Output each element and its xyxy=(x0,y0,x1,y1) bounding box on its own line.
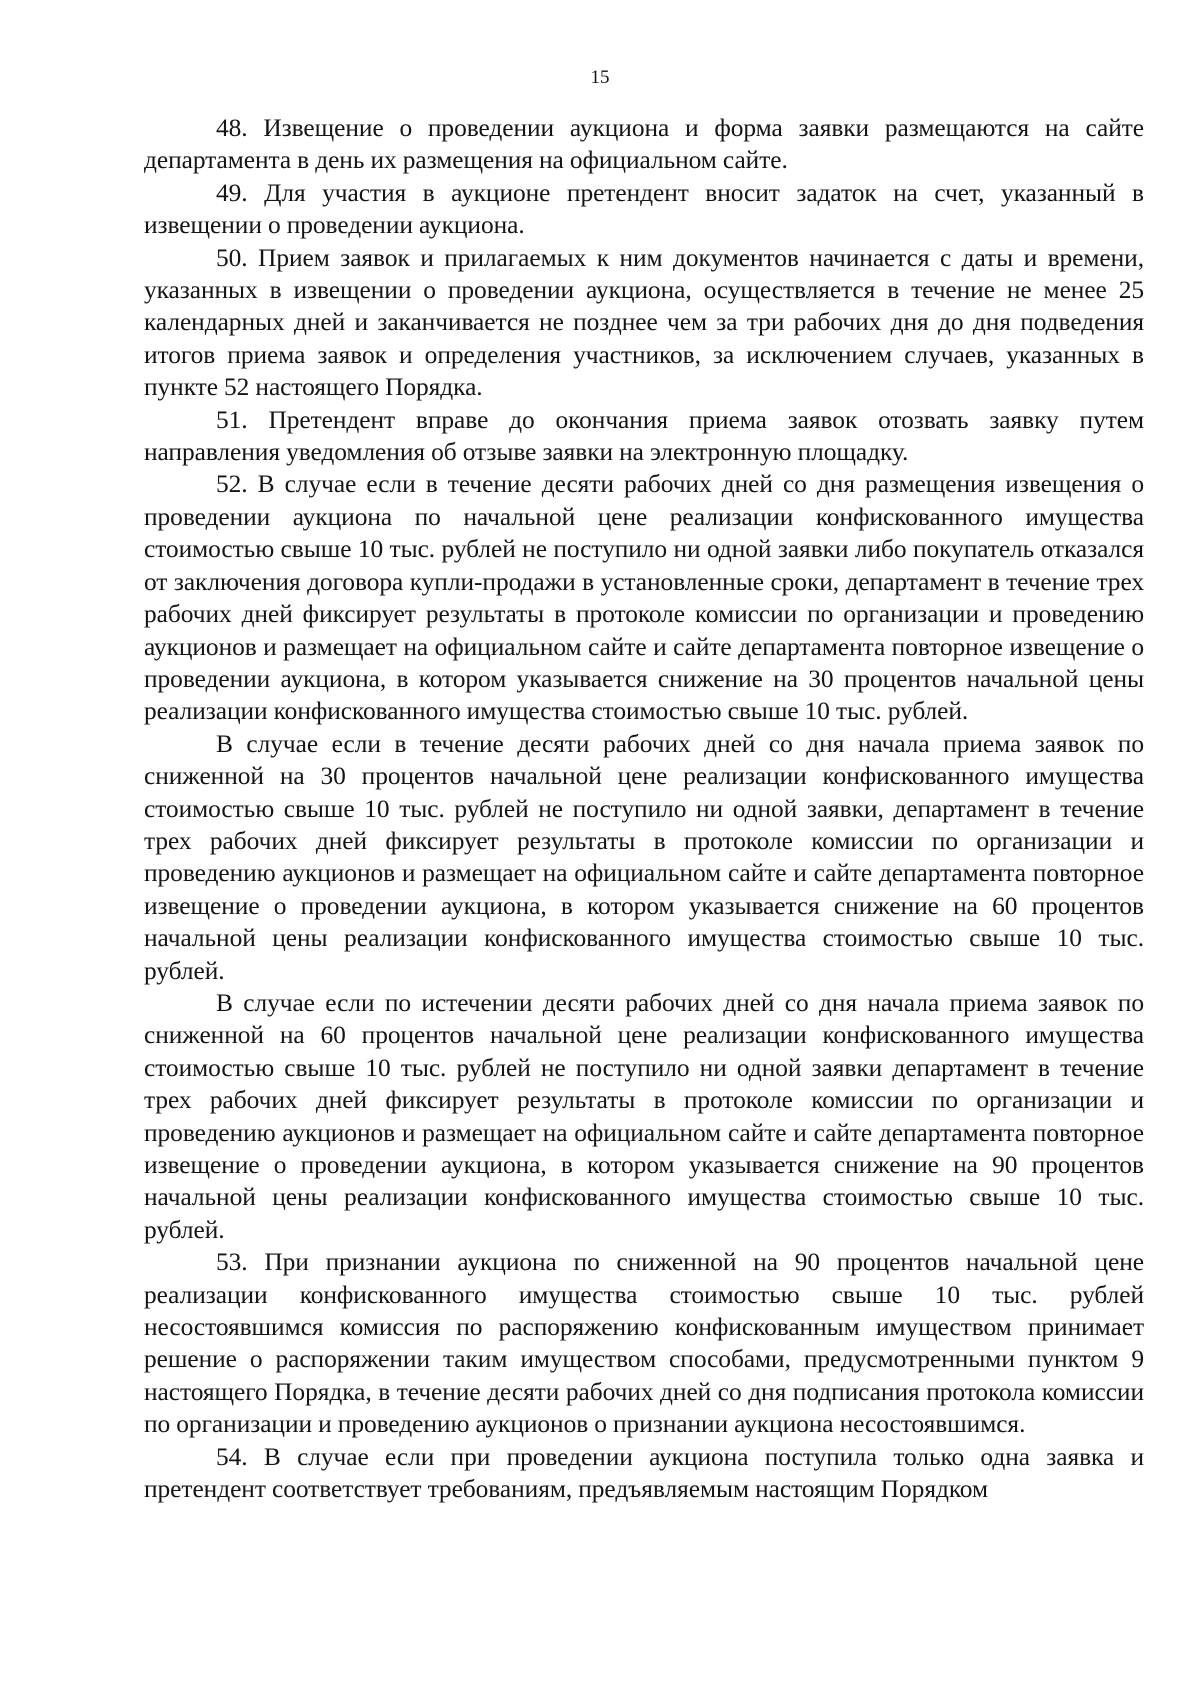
paragraph-51: 51. Претендент вправе до окончания приема заявок отозвать заявку путем направления уведомления об отзыве заявки на электронную площадку. xyxy=(144,405,1144,467)
paragraph-48: 48. Извещение о проведении аукциона и форма заявки размещаются на сайте департамента в день их размещения на официальном сайте. xyxy=(144,114,1144,175)
paragraph-49: 49. Для участия в аукционе претендент вносит задаток на счет, указанный в извещении о проведении аукциона. xyxy=(144,178,1144,240)
paragraph-52-second: В случае если в течение десяти рабочих дней со дня начала приема заявок по сниженной на 30 процентов начальной цене реализации конфискованного имущества стоимостью свыше 10 тыс. рублей не поступило ни одной заявки, департамент в течение трех рабочих дней фиксирует результаты в протоколе комиссии по организации и проведению аукционов и размещает на официальном сайте и сайте департамента повторное извещение о проведении аукциона, в котором указывается снижение на 60 процентов начальной цены реализации конфискованного имущества стоимостью свыше 10 тыс. рублей. xyxy=(144,729,1144,985)
paragraph-52: 52. В случае если в течение десяти рабочих дней со дня размещения извещения о проведении аукциона по начальной цене реализации конфискованного имущества стоимостью свыше 10 тыс. рублей не поступило ни одной заявки либо покупатель отказался от заключения договора купли-продажи в установленные сроки, департамент в течение трех рабочих дней фиксирует результаты в протоколе комиссии по организации и проведению аукционов и размещает на официальном сайте и сайте департамента повторное извещение о проведении аукциона, в котором указывается снижение на 30 процентов начальной цены реализации конфискованного имущества стоимостью свыше 10 тыс. рублей. xyxy=(144,470,1144,726)
paragraph-50: 50. Прием заявок и прилагаемых к ним документов начинается с даты и времени, указанных в извещении о проведении аукциона, осуществляется в течение не менее 25 календарных дней и заканчивается не позднее чем за три рабочих дня до дня подведения итогов приема заявок и определения участников, за исключением случаев, указанных в пункте 52 настоящего Порядка. xyxy=(144,243,1144,402)
paragraph-54: 54. В случае если при проведении аукциона поступила только одна заявка и претендент соответствует требованиям, предъявляемым настоящим Порядком xyxy=(144,1442,1144,1504)
page-number: 15 xyxy=(590,67,610,88)
paragraph-53: 53. При признании аукциона по сниженной на 90 процентов начальной цене реализации конфискованного имущества стоимостью свыше 10 тыс. рублей несостоявшимся комиссия по распоряжению конфискованным имуществом принимает решение о распоряжении таким имуществом способами, предусмотренными пунктом 9 настоящего Порядка, в течение десяти рабочих дней со дня подписания протокола комиссии по организации и проведению аукционов о признании аукциона несостоявшимся. xyxy=(144,1248,1144,1439)
paragraph-52-third: В случае если по истечении десяти рабочих дней со дня начала приема заявок по сниженной на 60 процентов начальной цене реализации конфискованного имущества стоимостью свыше 10 тыс. рублей не поступило ни одной заявки департамент в течение трех рабочих дней фиксирует результаты в протоколе комиссии по организации и проведению аукционов и размещает на официальном сайте и сайте департамента повторное извещение о проведении аукциона, в котором указывается снижение на 90 процентов начальной цены реализации конфискованного имущества стоимостью свыше 10 тыс. рублей. xyxy=(144,988,1144,1244)
document-body xyxy=(144,112,1144,1505)
